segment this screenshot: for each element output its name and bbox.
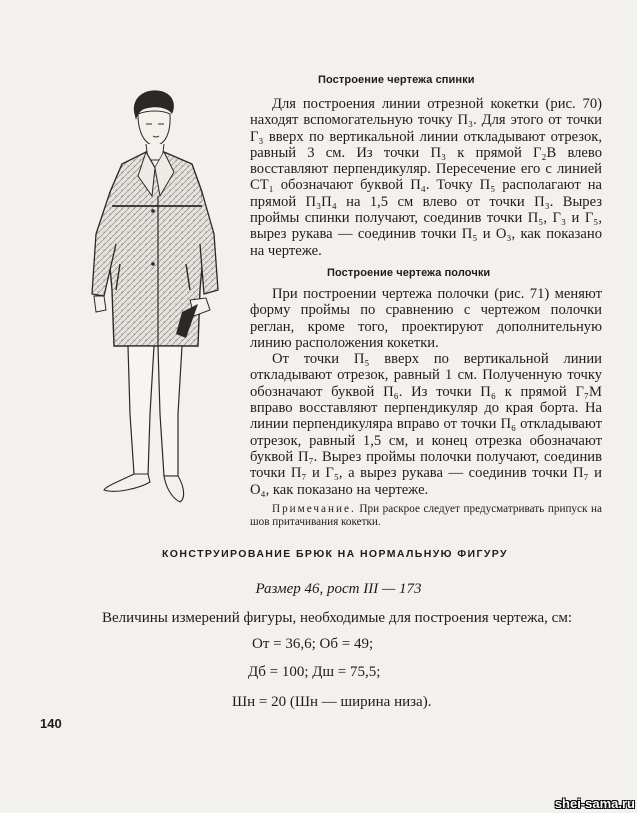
paragraph-front-2: От точки П₅ вверх по вертикальной линии откладывают отрезок, равный 1 см. Полученную точку обозначают буквой П₆. Из точки П₆ к прямой Г₇М вправо восставляют перпендикуляр до края борта. На линии перпендикуляра вправо от точки П₆ откладывают отрезок, равный 1,5 см, и конец отрезка обозначают буквой П₇. Вырез проймы полочки получают, соединив точки П₇ и Г₅, а вырез рукава — соединив точки П₇ и О₄, как показано на чертеже.	[250, 351, 602, 498]
heading-front-drafting: Построение чертежа полочки	[327, 267, 491, 279]
paragraph-back-text: Для построения линии отрезной кокетки (рис. 70) находят вспомогательную точку П₃. Для этого от точки Г₃ вверх по вертикальной линии откладывают отрезок, равный 3 см. Из точки П₃ к прямой Г₂В влево восставляют перпендикуляр. Пересечение его с линией СТ₁ обозначают буквой П₄. Точку П₅ располагают на прямой П₃П₄ на 1,5 см влево от точки П₃. Вырез проймы спинки получают, соединив точки П₅, Г₃ и Г₅, вырез рукава — соединив точки П₅ и О₃, как показано на чертеже.	[250, 96, 602, 259]
size-line: Размер 46, рост III — 173	[255, 581, 422, 597]
formula-2: Дб = 100; Дш = 75,5;	[248, 664, 381, 680]
measurements-intro: Величины измерений фигуры, необходимые для построения чертежа, см:	[102, 610, 573, 626]
paragraph-front-1: При построении чертежа полочки (рис. 71) меняют форму проймы по сравнению с чертежом полочки реглан, кроме того, проектируют дополнительную линию расположения кокетки.	[250, 286, 602, 351]
man-in-coat-illustration	[82, 84, 232, 504]
note-label: Примечание.	[272, 503, 356, 515]
watermark: shei-sama.ru	[554, 796, 635, 811]
heading-back-drafting: Построение чертежа спинки	[318, 74, 475, 86]
paragraph-front	[250, 286, 602, 498]
page-number: 140	[40, 716, 62, 731]
heading-trousers: КОНСТРУИРОВАНИЕ БРЮК НА НОРМАЛЬНУЮ ФИГУРУ	[162, 548, 508, 560]
formula-3: Шн = 20 (Шн — ширина низа).	[232, 694, 432, 710]
note-text: При раскрое следует предусматривать припуск на шов притачивания кокетки.	[250, 503, 602, 528]
note	[250, 503, 602, 529]
formula-1: Oт = 36,6; Oб = 49;	[252, 636, 374, 652]
paragraph-back	[250, 96, 602, 259]
